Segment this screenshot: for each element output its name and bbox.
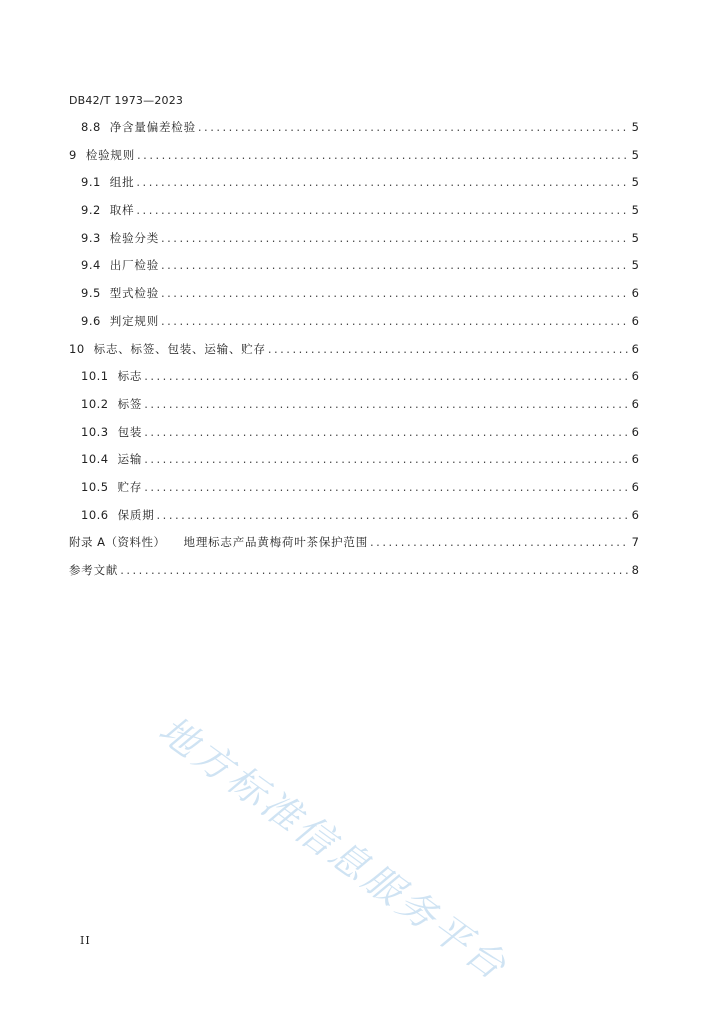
toc-page-number: 6 [631,479,639,494]
toc-page-number: 6 [631,369,639,384]
toc-leader-dots [161,225,628,253]
toc-number: 10 [69,341,85,356]
toc-number: 9.6 [81,313,101,328]
toc-label: 出厂检验 [109,258,159,273]
toc-page-number: 8 [631,563,639,577]
toc-label: 标签 [117,396,143,411]
toc-label: 包装 [117,424,143,439]
toc-leader-dots [144,391,628,419]
toc-page-number: 5 [631,203,639,218]
toc-leader-dots [161,252,628,280]
toc-entry-9-5[interactable] [69,280,639,308]
page-number-roman: II [80,934,91,947]
toc-page-number: 6 [631,286,639,301]
toc-leader-dots [161,308,628,336]
toc-page-number: 5 [631,230,639,245]
toc-page-number: 6 [631,396,639,411]
toc-label: 型式检验 [109,286,159,301]
toc-entry-10-1[interactable] [69,363,639,391]
toc-number: 8.8 [81,120,101,134]
toc-entry-9[interactable] [69,142,639,170]
toc-label: 标志、标签、包装、运输、贮存 [93,341,266,356]
toc-page-number: 6 [631,313,639,328]
toc-entry-references[interactable] [69,557,639,585]
toc-entry-9-3[interactable] [69,225,639,253]
toc-entry-10-2[interactable] [69,391,639,419]
toc-page-number: 5 [631,175,639,190]
toc-leader-dots [144,363,628,391]
toc-leader-dots [144,419,628,447]
toc-number: 9.2 [81,203,101,218]
toc-number: 9.3 [81,230,101,245]
toc-label: 组批 [109,175,135,190]
toc-number: 10.3 [81,424,109,439]
toc-entry-9-1[interactable] [69,169,639,197]
toc-number: 附录 A（资料性） [69,535,166,550]
toc-label: 判定规则 [109,313,159,328]
toc-entry-10-5[interactable] [69,474,639,502]
toc-number: 10.1 [81,369,109,384]
toc-entry-9-4[interactable] [69,252,639,280]
toc-entry-10-4[interactable] [69,446,639,474]
toc-page-number: 6 [631,452,639,467]
toc-leader-dots [137,142,628,170]
toc-number: 10.6 [81,507,109,522]
toc-label: 标志 [117,369,143,384]
toc-entry-appendix-a[interactable] [69,529,639,557]
toc-entry-10-3[interactable] [69,419,639,447]
toc-label: 保质期 [117,507,155,522]
toc-page-number: 6 [631,424,639,439]
toc-leader-dots [144,446,628,474]
toc-number: 9 [69,147,77,162]
toc-number: 9.4 [81,258,101,273]
toc-label: 检验规则 [85,147,136,162]
watermark: 地方标准信息服务平台 [150,707,517,990]
toc-number: 10.4 [81,452,109,467]
toc-number: 9.5 [81,286,101,301]
table-of-contents [69,114,639,585]
toc-leader-dots [136,169,628,197]
toc-page-number: 7 [631,535,639,550]
toc-leader-dots [370,529,628,557]
toc-page-number: 6 [631,341,639,356]
toc-page-number: 5 [631,120,639,134]
toc-leader-dots [120,557,628,585]
toc-entry-9-6[interactable] [69,308,639,336]
toc-leader-dots [136,197,628,225]
toc-label: 地理标志产品黄梅荷叶茶保护范围 [183,535,369,550]
toc-leader-dots [268,336,628,364]
toc-page-number: 5 [631,258,639,273]
toc-page-number: 5 [631,147,639,162]
toc-number: 9.1 [81,175,101,190]
toc-leader-dots [157,502,628,530]
toc-leader-dots [161,280,628,308]
toc-number: 10.2 [81,396,109,411]
toc-number: 10.5 [81,479,109,494]
toc-label: 取样 [109,203,135,218]
toc-label: 净含量偏差检验 [109,120,196,134]
document-code: DB42/T 1973—2023 [69,94,184,107]
toc-entry-10-6[interactable] [69,502,639,530]
toc-entry-9-2[interactable] [69,197,639,225]
toc-entry-10[interactable] [69,336,639,364]
toc-label: 运输 [117,452,143,467]
toc-entry-8-8[interactable] [69,114,639,142]
toc-label: 贮存 [117,479,143,494]
toc-leader-dots [198,114,628,142]
toc-label: 参考文献 [69,563,119,577]
toc-page-number: 6 [631,507,639,522]
toc-label: 检验分类 [109,230,159,245]
toc-leader-dots [144,474,628,502]
